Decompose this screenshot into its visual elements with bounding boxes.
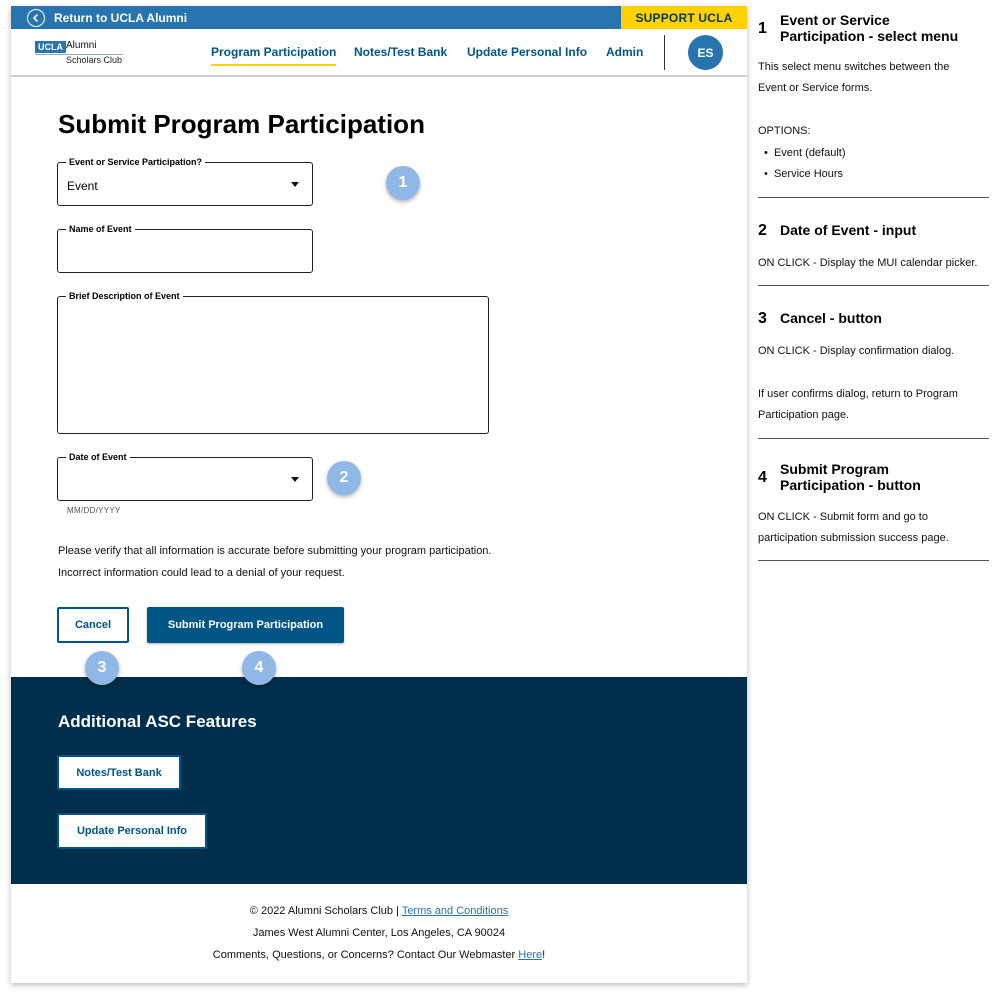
option-event: Event (default) — [773, 147, 846, 159]
annotation-divider — [758, 560, 989, 561]
user-avatar[interactable]: ES — [688, 35, 723, 70]
annotation-1 — [758, 12, 989, 192]
copyright-text: © 2022 Alumni Scholars Club | — [249, 905, 402, 917]
contact-prefix: Comments, Questions, or Concerns? Contact Our Webmaster — [212, 949, 519, 961]
logo-scholars-text: Scholars Club — [66, 55, 123, 65]
annotation-1-number: 1 — [758, 20, 767, 37]
return-to-ucla-alumni-link[interactable] — [27, 9, 187, 26]
additional-features-section — [11, 677, 747, 884]
annotation-2-title: Date of Event - input — [780, 222, 917, 238]
nav-admin[interactable]: Admin — [606, 45, 644, 59]
annotation-divider — [758, 285, 989, 286]
participation-type-label: Event or Service Participation? — [66, 157, 205, 168]
dropdown-caret-icon — [291, 182, 299, 187]
page-title: Submit Program Participation — [58, 109, 425, 139]
update-personal-info-button[interactable]: Update Personal Info — [57, 813, 207, 849]
event-description-label: Brief Description of Event — [66, 291, 183, 302]
annotation-1-title-line1: Event or Service — [780, 12, 890, 28]
site-header — [11, 29, 747, 77]
terms-and-conditions-link[interactable]: Terms and Conditions — [401, 905, 509, 917]
event-date-label: Date of Event — [66, 452, 130, 463]
annotation-3-text-line1: ON CLICK - Display confirmation dialog. — [758, 345, 955, 357]
annotation-3-number: 3 — [758, 310, 767, 327]
annotation-badge-2: 2 — [327, 461, 361, 495]
verify-note-line1: Please verify that all information is accurate before submitting your program participation. — [58, 545, 492, 557]
nav-program-participation[interactable]: Program Participation — [211, 45, 336, 66]
annotation-1-text-line1: This select menu switches between the — [758, 61, 950, 73]
annotation-badge-4: 4 — [242, 651, 276, 685]
logo-ucla-badge: UCLA — [35, 41, 66, 53]
annotation-2-number: 2 — [758, 222, 767, 239]
annotation-badge-1: 1 — [386, 166, 420, 200]
date-format-helper: MM/DD/YYYY — [67, 506, 121, 515]
annotation-3-text-line3: Participation page. — [758, 409, 850, 421]
annotation-2 — [758, 222, 989, 282]
annotation-4-text-line1: ON CLICK - Submit form and go to — [758, 511, 928, 523]
event-name-label: Name of Event — [66, 224, 135, 235]
mock-page — [11, 6, 747, 983]
cancel-button[interactable]: Cancel — [57, 607, 129, 643]
nav-notes-test-bank[interactable]: Notes/Test Bank — [354, 45, 448, 59]
annotation-1-option-2: • Service Hours — [764, 168, 844, 180]
submit-program-participation-button[interactable]: Submit Program Participation — [147, 607, 344, 643]
annotation-badge-3: 3 — [85, 651, 119, 685]
additional-features-title: Additional ASC Features — [58, 712, 257, 731]
top-bar — [11, 6, 747, 29]
annotation-4-title-line1: Submit Program — [780, 461, 889, 477]
back-arrow-icon — [27, 9, 45, 27]
annotation-1-option-1: • Event (default) — [764, 147, 846, 159]
option-service-hours: Service Hours — [773, 168, 844, 180]
annotation-divider — [758, 438, 989, 439]
nav-divider — [664, 35, 665, 70]
annotation-divider — [758, 197, 989, 198]
annotation-4-text-line2: participation submission success page. — [758, 532, 949, 544]
logo-alumni-text: Alumni — [66, 40, 97, 51]
event-description-field[interactable] — [57, 291, 489, 434]
participation-type-select[interactable] — [57, 157, 313, 206]
annotation-3 — [758, 310, 989, 430]
annotation-4 — [758, 461, 989, 556]
event-date-field[interactable] — [57, 452, 313, 501]
footer-copyright — [11, 905, 747, 917]
contact-suffix: ! — [542, 949, 546, 961]
alumni-scholars-club-logo[interactable] — [35, 40, 125, 66]
notes-test-bank-button[interactable]: Notes/Test Bank — [57, 755, 181, 790]
return-label: Return to UCLA Alumni — [54, 10, 188, 25]
support-ucla-button[interactable]: SUPPORT UCLA — [621, 6, 747, 29]
nav-update-personal-info[interactable]: Update Personal Info — [467, 45, 588, 59]
webmaster-here-link[interactable]: Here — [518, 949, 543, 961]
footer-contact — [11, 949, 747, 961]
annotation-4-title-line2: Participation - button — [780, 477, 921, 493]
annotation-3-title: Cancel - button — [780, 310, 882, 326]
annotation-4-number: 4 — [758, 469, 767, 486]
annotation-1-title-line2: Participation - select menu — [780, 28, 959, 44]
footer-address: James West Alumni Center, Los Angeles, CA 90024 — [252, 927, 506, 939]
dropdown-caret-icon — [291, 477, 299, 482]
annotation-2-text: ON CLICK - Display the MUI calendar picker. — [758, 257, 978, 269]
event-name-field[interactable] — [57, 224, 313, 273]
verify-note-line2: Incorrect information could lead to a denial of your request. — [58, 567, 345, 579]
participation-type-value: Event — [67, 179, 98, 193]
annotation-1-options-label: OPTIONS: — [758, 125, 811, 137]
annotation-3-text-line2: If user confirms dialog, return to Program — [758, 388, 958, 400]
annotation-1-text-line2: Event or Service forms. — [758, 82, 873, 94]
